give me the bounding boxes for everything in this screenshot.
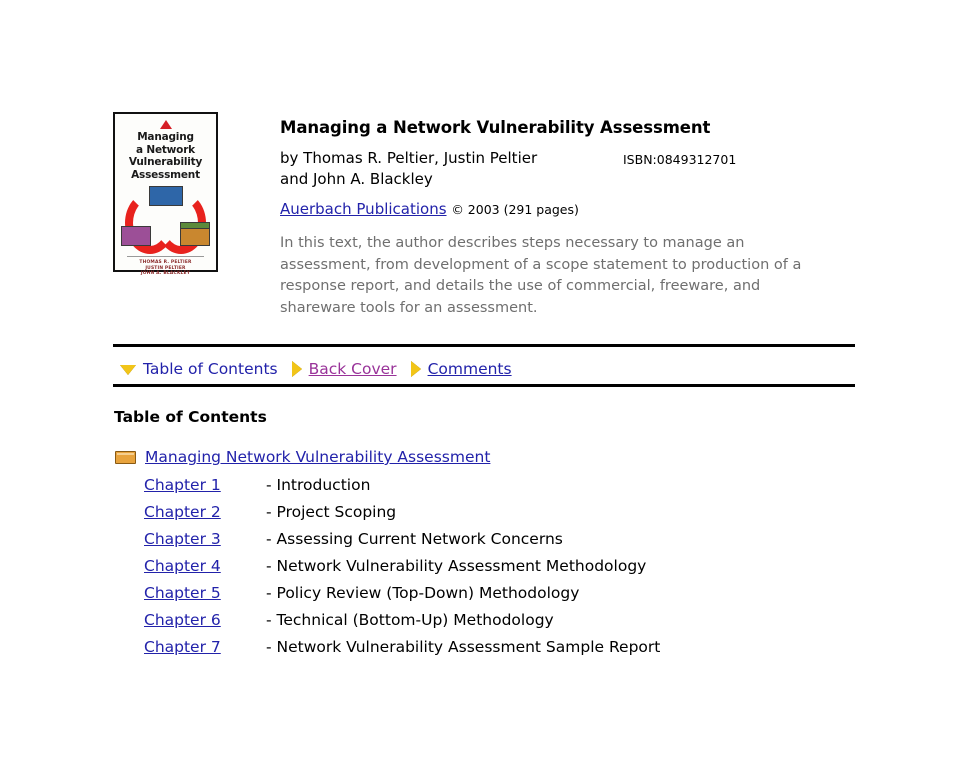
triangle-down-icon [120, 365, 136, 375]
section-navbar [120, 356, 512, 382]
chapter-link[interactable]: Chapter 5 [144, 584, 221, 602]
cover-author-line: JUSTIN PELTIER [145, 265, 186, 271]
chapter-title [266, 557, 646, 575]
chapter-link[interactable]: Chapter 7 [144, 638, 221, 656]
chapter-separator: - [266, 611, 272, 629]
nav-label-back-cover[interactable]: Back Cover [308, 360, 397, 378]
list-item[interactable] [144, 530, 660, 557]
chapter-link[interactable]: Chapter 4 [144, 557, 221, 575]
book-isbn: ISBN:0849312701 [623, 152, 737, 167]
list-item[interactable] [144, 638, 660, 665]
publisher-line [280, 199, 858, 220]
cover-title [120, 131, 211, 181]
chapter-title [266, 476, 370, 494]
divider-top [113, 344, 855, 347]
chapter-title-text: Network Vulnerability Assessment Sample Report [276, 638, 661, 656]
nav-item-comments[interactable] [411, 360, 512, 378]
book-icon [115, 451, 136, 464]
chapter-separator: - [266, 584, 272, 602]
chapter-title-text: Policy Review (Top-Down) Methodology [276, 584, 580, 602]
list-item[interactable] [144, 476, 660, 503]
chapter-title-text: Technical (Bottom-Up) Methodology [276, 611, 554, 629]
chapter-title-text: Assessing Current Network Concerns [276, 530, 563, 548]
publisher-logo-icon [160, 120, 172, 129]
cover-title-line: a Network [136, 143, 195, 156]
toc-root-item[interactable] [115, 448, 490, 466]
chapter-title [266, 503, 396, 521]
list-item[interactable] [144, 557, 660, 584]
toc-root-link[interactable]: Managing Network Vulnerability Assessment [145, 448, 491, 466]
divider-bottom [113, 384, 855, 387]
chapter-separator: - [266, 557, 272, 575]
chapter-link[interactable]: Chapter 2 [144, 503, 221, 521]
nav-item-back-cover[interactable] [292, 360, 397, 378]
list-item[interactable] [144, 584, 660, 611]
cover-artwork [119, 186, 212, 252]
cover-title-line: Vulnerability [128, 156, 203, 168]
book-cover-thumbnail[interactable] [113, 112, 218, 277]
nav-label-comments[interactable]: Comments [427, 360, 512, 378]
chapter-link[interactable]: Chapter 6 [144, 611, 221, 629]
cover-author-line: JOHN A. BLACKLEY [140, 271, 191, 277]
triangle-right-icon [292, 361, 302, 377]
book-title: Managing a Network Vulnerability Assessment [280, 118, 711, 137]
cover-title-line: Managing [137, 131, 194, 143]
book-header [113, 108, 858, 319]
book-byline: by Thomas R. Peltier, Justin Peltier and John A. Blackley [280, 149, 538, 188]
chapter-separator: - [266, 476, 272, 494]
chapter-separator: - [266, 638, 272, 656]
chapter-title [266, 584, 579, 602]
nav-label-table-of-contents: Table of Contents [143, 360, 278, 378]
copyright-text: © 2003 (291 pages) [451, 202, 579, 217]
cover-author-line: THOMAS R. PELTIER [139, 260, 192, 265]
publisher-link[interactable]: Auerbach Publications [280, 200, 447, 218]
chapter-title-text: Network Vulnerability Assessment Methodology [276, 557, 647, 575]
chapter-separator: - [266, 503, 272, 521]
chapter-separator: - [266, 530, 272, 548]
list-item[interactable] [144, 503, 660, 530]
chapter-link[interactable]: Chapter 1 [144, 476, 221, 494]
book-metadata [218, 108, 858, 319]
nav-item-table-of-contents[interactable] [120, 360, 278, 378]
list-item[interactable] [144, 611, 660, 638]
book-description: In this text, the author describes steps necessary to manage an assessment, from development of a scope statement to production of a response report, and details the use of commercial, freeware, and shareware tools for an assessment. [280, 235, 802, 316]
toc-heading: Table of Contents [114, 408, 267, 426]
chapter-link[interactable]: Chapter 3 [144, 530, 221, 548]
chapter-title-text: Project Scoping [276, 503, 397, 521]
cover-title-line: Assessment [131, 168, 200, 181]
cover-authors [119, 260, 212, 277]
chapter-title [266, 638, 660, 656]
triangle-right-icon [411, 361, 421, 377]
chapter-title [266, 611, 554, 629]
chapter-title-text: Introduction [276, 476, 371, 494]
toc-chapter-list [144, 476, 660, 665]
chapter-title [266, 530, 563, 548]
